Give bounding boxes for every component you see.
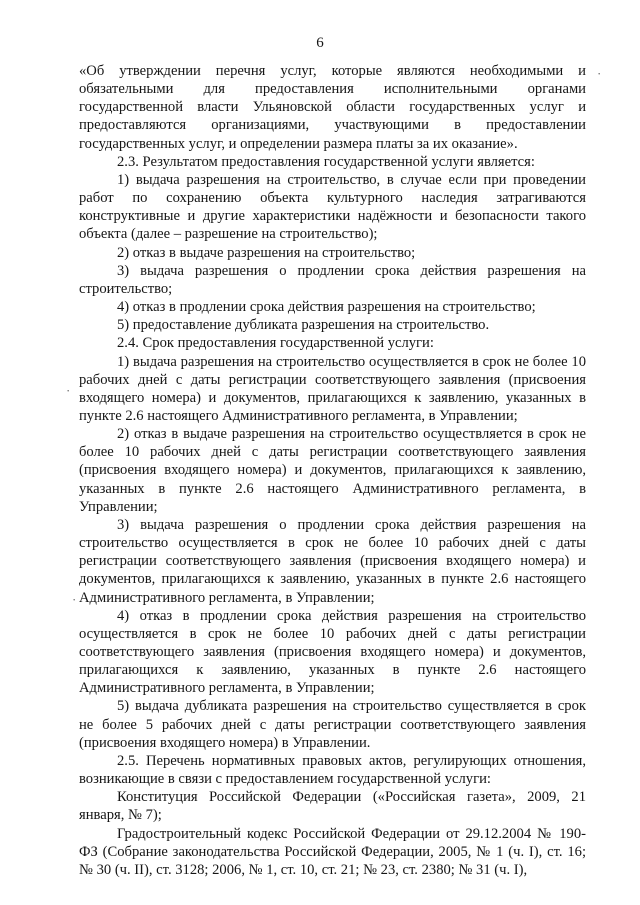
paragraph-2-4-item-5: 5) выдача дубликата разрешения на строительство существляется в срок не более 5 рабочих дней с даты регистрации соответствующего заявления (присвоения входящего номера) в Управлении. xyxy=(79,698,586,751)
paragraph-2-4-item-3: 3) выдача разрешения о продлении срока действия разрешения на строительство осуществляется в срок не более 10 рабочих дней с даты регистрации соответствующего заявления (присвоения входящего номера) и документов, прилагающихся к заявлению, указанных в пункте 2.6 настоящего Административного регламента, в Управлении; xyxy=(79,516,586,606)
paragraph-2-5-heading: 2.5. Перечень нормативных правовых актов, регулирующих отношения, возникающие в связи с предоставлением государственной услуги: xyxy=(79,752,586,788)
paragraph-constitution: Конституция Российской Федерации («Российская газета», 2009, 21 января, № 7); xyxy=(79,789,586,824)
scan-mark: · xyxy=(66,383,71,398)
paragraph-2-4-item-1: 1) выдача разрешения на строительство осуществляется в срок не более 10 рабочих дней с даты регистрации соответствующего заявления (присвоения входящего номера) и документов, прилагающихся к заявлению, указанных в пункте 2.6 настоящего Административного регламента, в Управлении; xyxy=(79,353,586,424)
paragraph-urban-code: Градостроительный кодекс Российской Федерации от 29.12.2004 № 190-ФЗ (Собрание законодательства Российской Федерации, 2005, № 1 (ч. I), ст. 16; № 30 (ч. II), ст. 3128; 2006, № 1, ст. 10, ст. 21; № 23, ст. 2380; № 31 (ч. I), xyxy=(79,825,586,878)
paragraph-2-3-item-1: 1) выдача разрешения на строительство, в случае если при проведении работ по сохранению объекта культурного наследия затрагиваются конструктивные и другие характеристики надёжности и безопасности такого объекта (далее – разрешение на строительство); xyxy=(79,171,586,243)
scan-mark: · xyxy=(597,66,602,81)
paragraph-2-4-heading: 2.4. Срок предоставления государственной услуги: xyxy=(117,335,434,352)
page-number: 6 xyxy=(316,35,324,51)
scan-mark: · xyxy=(72,592,77,607)
paragraph-2-4-item-2: 2) отказ в выдаче разрешения на строительство осуществляется в срок не более 10 рабочих дней с даты регистрации соответствующего заявления (присвоения входящего номера) и документов, прилагающихся к заявлению, указанных в пункте 2.6 настоящего Административного регламента, в Управлении; xyxy=(79,426,586,515)
paragraph-2-4-item-4: 4) отказ в продлении срока действия разрешения на строительство осуществляется в срок не более 10 рабочих дней с даты регистрации соответствующего заявления (присвоения входящего номера) и документов, прилагающихся к заявлению, указанных в пункте 2.6 настоящего Административного регламента, в Управлении; xyxy=(79,607,586,697)
paragraph-2-3-item-3: 3) выдача разрешения о продлении срока действия разрешения на строительство; xyxy=(79,262,586,297)
paragraph-2-3-heading: 2.3. Результатом предоставления государственной услуги является: xyxy=(117,153,535,170)
paragraph-2-3-item-2: 2) отказ в выдаче разрешения на строительство; xyxy=(117,244,416,261)
paragraph-intro: «Об утверждении перечня услуг, которые являются необходимыми и обязательными для предоставления исполнительными органами государственной власти Ульяновской области государственных услуг и предоставляются организациями, участвующими в предоставлении государственных услуг, и определении размера платы за их оказание». xyxy=(79,63,586,152)
document-body xyxy=(79,62,586,879)
paragraph-2-3-item-5: 5) предоставление дубликата разрешения на строительство. xyxy=(117,317,490,334)
paragraph-2-3-item-4: 4) отказ в продлении срока действия разрешения на строительство; xyxy=(117,299,536,316)
